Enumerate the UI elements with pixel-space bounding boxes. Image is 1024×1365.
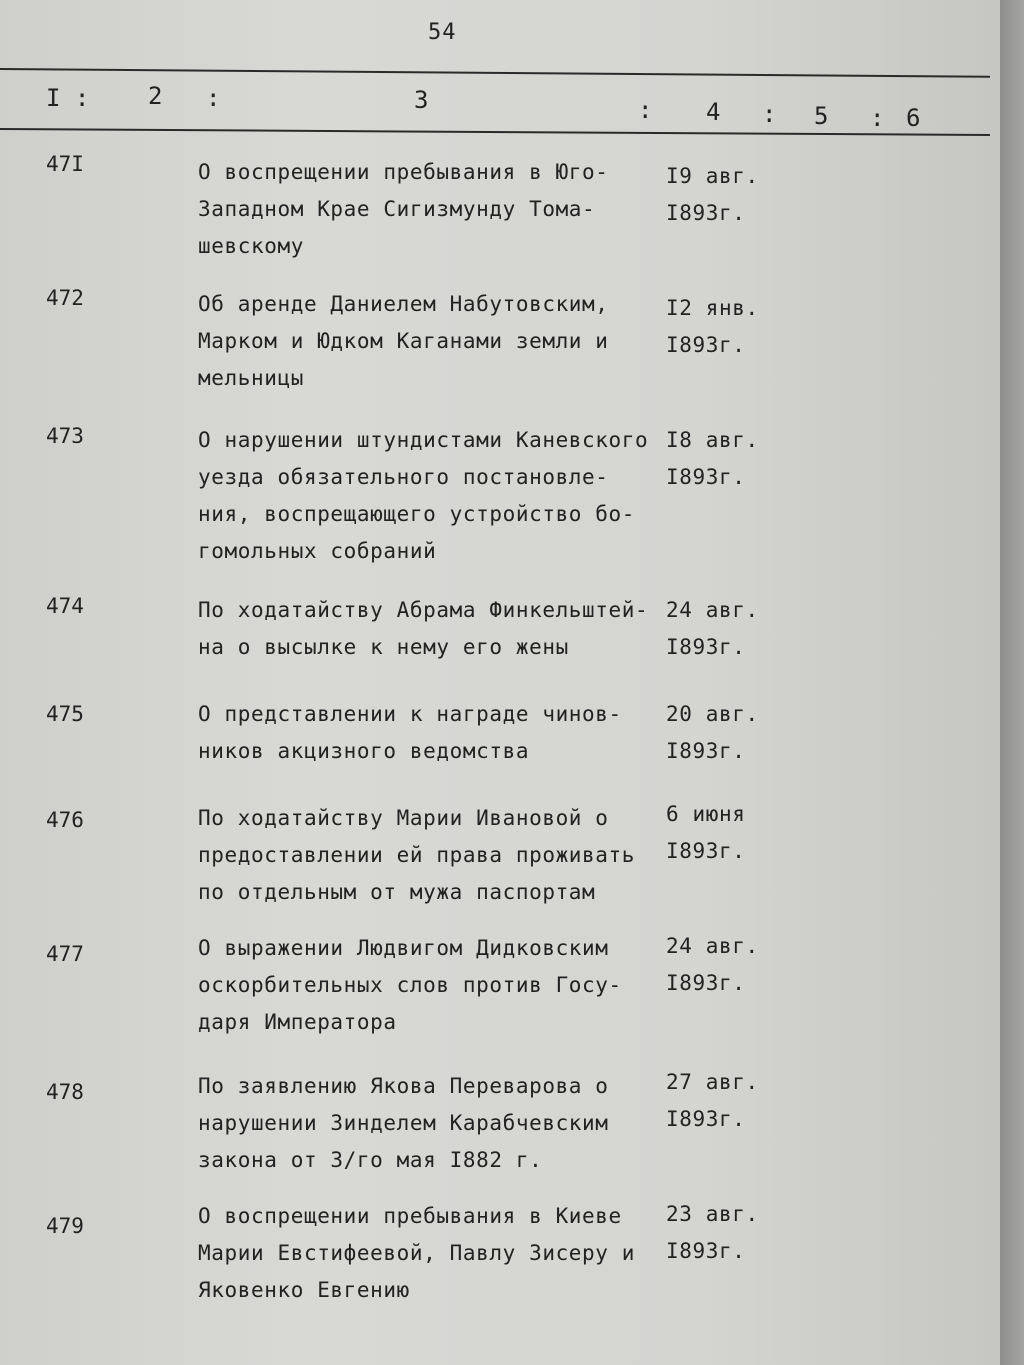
- column-separator: :: [762, 100, 777, 128]
- column-separator: :: [870, 104, 885, 132]
- entry-title: О нарушении штундистами Каневского уезда обязательного постановле- ния, воспрещающего устройство бо- гомольных собраний: [198, 428, 649, 563]
- entry-number: 476: [46, 808, 84, 832]
- entry-date: 24 авг. I893г.: [666, 598, 759, 659]
- entry-title: По ходатайству Абрама Финкельштей- на о высылке к нему его жены: [198, 598, 649, 659]
- entry-number: 47I: [46, 152, 84, 176]
- entry-number: 479: [46, 1214, 84, 1238]
- table-header-rule: [0, 128, 990, 136]
- column-header-1: I :: [46, 84, 90, 112]
- page-number: 54: [428, 20, 457, 45]
- entry-date: 24 авг. I893г.: [666, 934, 759, 995]
- entry-number: 473: [46, 424, 84, 448]
- column-separator: :: [206, 84, 221, 112]
- entry-number: 478: [46, 1080, 84, 1104]
- entry-date: 20 авг. I893г.: [666, 702, 759, 763]
- entry-number: 474: [46, 594, 84, 618]
- entry-date: I9 авг. I893г.: [666, 164, 759, 225]
- entry-title: О представлении к награде чинов- ников акцизного ведомства: [198, 702, 622, 763]
- column-header-2: 2: [148, 82, 163, 110]
- column-header-5: 5: [814, 102, 829, 130]
- entry-date: 27 авг. I893г.: [666, 1070, 759, 1131]
- column-header-6: 6: [906, 104, 921, 132]
- entry-title: По ходатайству Марии Ивановой о предоставлении ей права проживать по отдельным от мужа паспортам: [198, 806, 636, 904]
- table-top-rule: [0, 68, 990, 78]
- entry-date: 23 авг. I893г.: [666, 1202, 759, 1263]
- column-header-4: 4: [706, 98, 721, 126]
- underlying-page-edge: [1000, 0, 1024, 1365]
- entry-title: О воспрещении пребывания в Юго- Западном Крае Сигизмунду Тома- шевскому: [198, 160, 609, 258]
- entry-date: 6 июня I893г.: [666, 802, 746, 863]
- column-separator: :: [638, 96, 653, 124]
- entry-date: I8 авг. I893г.: [666, 428, 759, 489]
- entry-title: О выражении Людвигом Дидковским оскорбительных слов против Госу- даря Императора: [198, 936, 622, 1034]
- column-header-3: 3: [414, 86, 429, 114]
- entry-number: 477: [46, 942, 84, 966]
- entry-title: По заявлению Якова Переварова о нарушении Зинделем Карабчевским закона от 3/го мая I882 г.: [198, 1074, 609, 1172]
- entry-title: Об аренде Даниелем Набутовским, Марком и Юдком Каганами земли и мельницы: [198, 292, 609, 390]
- entry-title: О воспрещении пребывания в Киеве Марии Евстифеевой, Павлу Зисеру и Яковенко Евгению: [198, 1204, 636, 1302]
- entry-number: 472: [46, 286, 84, 310]
- entry-date: I2 янв. I893г.: [666, 296, 759, 357]
- entry-number: 475: [46, 702, 84, 726]
